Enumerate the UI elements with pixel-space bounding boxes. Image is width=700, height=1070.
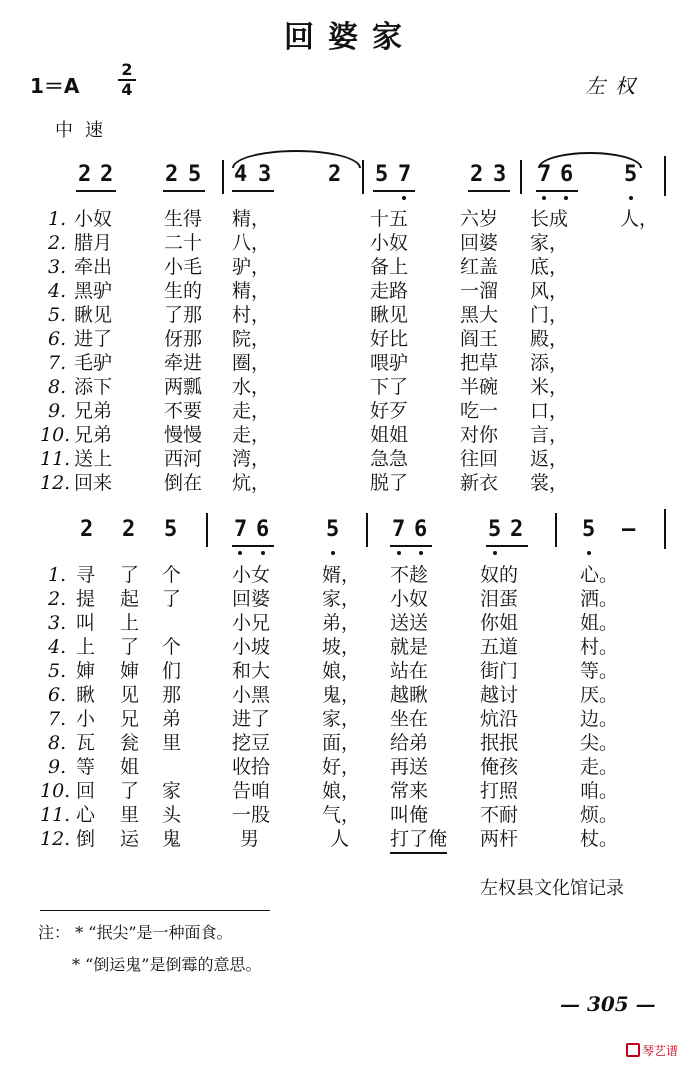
footnote-2 [72,952,261,975]
underline [486,545,528,547]
lyric: 小兄 [232,612,271,634]
lyric: 尖。 [580,732,619,754]
lyric: 弟 [162,708,182,730]
verse-number: 10. [40,424,71,446]
lyric: 打了俺 [390,826,447,854]
lyric: 了 [162,588,182,610]
lyric: 姐姐 [370,424,409,446]
lyric: 送上 [74,448,113,470]
verse-number: 10. [40,780,71,802]
lyric: 村。 [580,636,619,658]
barline [555,513,557,547]
lyric: 挖豆 [232,732,271,754]
lyric: 风， [530,280,569,302]
verse-number: 9. [48,400,67,422]
time-signature [118,62,136,98]
verse-number: 3. [48,256,67,278]
lyric: 咱。 [580,780,619,802]
lyric: 兄弟 [74,400,113,422]
lyric: 洒。 [580,588,619,610]
lyric: 喂驴 [370,352,409,374]
lyric: 两瓢 [164,376,203,398]
barline [520,160,522,194]
lyric: 殿， [530,328,569,350]
lyric: 奴的 [480,564,519,586]
note: 5 [582,517,596,542]
meter-top: 2 [121,60,133,79]
barline [222,160,224,194]
lyric: 西河 [164,448,203,470]
lyric: 越瞅 [390,684,429,706]
lyric: 生的 [164,280,203,302]
lyric: 黑驴 [74,280,113,302]
underline [536,190,578,192]
note: 6 [414,517,428,542]
lyric: 头 [162,804,182,826]
lyric: 备上 [370,256,409,278]
verse-number: 2. [48,232,67,254]
lyric: 了 [120,636,140,658]
lyric: 不趁 [390,564,429,586]
lyric: 门， [530,304,569,326]
note: 2 [328,162,342,187]
footnote-divider [40,910,270,911]
lyric: 回 [76,780,96,802]
slur [232,150,361,168]
lyric: 五道 [480,636,519,658]
lyric: 腊月 [74,232,113,254]
low-octave-dot [331,551,335,555]
lyric: 十五 [370,208,409,230]
lyric: 毛驴 [74,352,113,374]
note: 2 [78,162,92,187]
lyric: 婶 [76,660,96,682]
note: 2 [470,162,484,187]
low-octave-dot [493,551,497,555]
lyric: 吃一 [460,400,499,422]
lyric: 越讨 [480,684,519,706]
lyric: 红盖 [460,256,499,278]
note: 5 [488,517,502,542]
lyric: 抿抿 [480,732,519,754]
lyric: 倒在 [164,472,203,494]
note: 5 [164,517,178,542]
lyric: 瞅见 [74,304,113,326]
lyric: 小女 [232,564,271,586]
note: 6 [256,517,270,542]
verse-number: 8. [48,732,67,754]
lyric: 驴， [232,256,271,278]
lyric: 炕沿 [480,708,519,730]
watermark-text: 琴艺谱 [642,1044,679,1058]
lyric: 个 [162,636,182,658]
lyric: 半碗 [460,376,499,398]
verses-block-1 [0,206,700,496]
note: 5 [624,162,638,187]
lyric: 村， [232,304,271,326]
note: 3 [258,162,272,187]
lyric: 家， [322,708,361,730]
low-octave-dot [397,551,401,555]
lyric: 炕， [232,472,271,494]
underline [390,545,432,547]
low-octave-dot [564,196,568,200]
lyric: 上 [76,636,96,658]
barline [664,156,666,196]
verse-number: 5. [48,660,67,682]
lyric: 送送 [390,612,429,634]
lyric: 黑大 [460,304,499,326]
lyric: 你姐 [480,612,519,634]
key-signature: 1＝A [30,74,80,98]
lyric: 弟， [322,612,361,634]
lyric: 家， [530,232,569,254]
lyric: 走路 [370,280,409,302]
lyric: 精， [232,208,271,230]
lyric: 婿， [322,564,361,586]
lyric: 瓦 [76,732,96,754]
note: 7 [538,162,552,187]
note: 5 [375,162,389,187]
transcription-credit: 左权县文化馆记录 [480,878,624,899]
lyric: 那 [162,684,182,706]
lyric: 新衣 [460,472,499,494]
lyric: 小毛 [164,256,203,278]
lyric: 给弟 [390,732,429,754]
lyric: 回婆 [232,588,271,610]
verse-number: 7. [48,352,67,374]
underline [76,190,116,192]
lyric: 里 [120,804,140,826]
lyric: 小奴 [370,232,409,254]
lyric: 等。 [580,660,619,682]
lyric: 兄弟 [74,424,113,446]
lyric: 院， [232,328,271,350]
note: 3 [493,162,507,187]
verse-number: 7. [48,708,67,730]
notes-label: 注： [38,923,71,942]
lyric: 好， [322,756,361,778]
lyric: 杖。 [580,828,619,850]
lyric: 运 [120,828,140,850]
note: 5 [326,517,340,542]
lyric: 不耐 [480,804,519,826]
lyric: 小 [76,708,96,730]
lyric: 叫 [76,612,96,634]
verse-number: 3. [48,612,67,634]
lyric: 兄 [120,708,140,730]
lyric: 不要 [164,400,203,422]
barline [206,513,208,547]
lyric: 圈， [232,352,271,374]
verse-number: 4. [48,636,67,658]
underline [373,190,415,192]
lyric: 走， [232,400,271,422]
verse-number: 9. [48,756,67,778]
lyric: 返， [530,448,569,470]
lyric: 米， [530,376,569,398]
note: 5 [188,162,202,187]
lyric: 水， [232,376,271,398]
note: 2 [122,517,136,542]
underline [163,190,205,192]
lyric: 边。 [580,708,619,730]
lyric: 走， [232,424,271,446]
lyric: 牵进 [164,352,203,374]
underline [232,190,274,192]
lyric: 下了 [370,376,409,398]
lyric: 言， [530,424,569,446]
lyric: 走。 [580,756,619,778]
lyric: 站在 [390,660,429,682]
lyric: 添下 [74,376,113,398]
barline [664,509,666,549]
lyric: 小坡 [232,636,271,658]
verse-number: 4. [48,280,67,302]
lyric: 婶 [120,660,140,682]
lyric: 鬼 [162,828,182,850]
lyric: 添， [530,352,569,374]
lyric: 两杆 [480,828,519,850]
lyric: 了 [120,780,140,802]
lyric: 打照 [480,780,519,802]
note: 7 [392,517,406,542]
lyric: 人 [330,828,350,850]
lyric: 人， [620,208,659,230]
lyric: 面， [322,732,361,754]
staff-2 [0,505,700,563]
underline [468,190,510,192]
verse-number: 11. [40,804,71,826]
lyric: 心。 [580,564,619,586]
lyric: 瓮 [120,732,140,754]
lyric: 一股 [232,804,271,826]
lyric: 坐在 [390,708,429,730]
note: 2 [100,162,114,187]
lyric: 个 [162,564,182,586]
lyric: 家 [162,780,182,802]
lyric: 急急 [370,448,409,470]
lyric: 们 [162,660,182,682]
lyric: 起 [120,588,140,610]
page-number: — 305 — [560,992,656,1016]
lyric: 对你 [460,424,499,446]
lyric: 气， [322,804,361,826]
verse-number: 12. [40,472,71,494]
lyric: 好比 [370,328,409,350]
low-octave-dot [261,551,265,555]
lyric: 姐 [120,756,140,778]
low-octave-dot [238,551,242,555]
low-octave-dot [542,196,546,200]
lyric: 小奴 [390,588,429,610]
lyric: 上 [120,612,140,634]
lyric: 厌。 [580,684,619,706]
lyric: 收拾 [232,756,271,778]
lyric: 湾， [232,448,271,470]
underline [232,545,274,547]
low-octave-dot [629,196,633,200]
barline [362,160,364,194]
lyric: 泪蛋 [480,588,519,610]
lyric: 生得 [164,208,203,230]
verse-number: 12. [40,828,71,850]
note-dash: — [622,517,636,542]
low-octave-dot [587,551,591,555]
lyric: 一溜 [460,280,499,302]
verse-number: 1. [48,208,67,230]
tempo-marking: 中速 [55,120,115,141]
verse-number: 1. [48,564,67,586]
lyric: 把草 [460,352,499,374]
lyric: 常来 [390,780,429,802]
verse-number: 11. [40,448,71,470]
note: 6 [560,162,574,187]
footnote-1 [38,920,233,943]
asterisk-icon: * [72,955,86,974]
lyric: 娘， [322,780,361,802]
verse-number: 2. [48,588,67,610]
lyric: 见 [120,684,140,706]
lyric: 和大 [232,660,271,682]
lyric: 提 [76,588,96,610]
lyric: 八， [232,232,271,254]
lyric: 了那 [164,304,203,326]
lyric: 男 [240,828,260,850]
lyric: 小奴 [74,208,113,230]
verse-number: 5. [48,304,67,326]
lyric: 慢慢 [164,424,203,446]
lyric: 六岁 [460,208,499,230]
lyric: 街门 [480,660,519,682]
lyric: 回婆 [460,232,499,254]
lyric: 进了 [74,328,113,350]
footnote-text: “倒运鬼”是倒霉的意思。 [85,955,262,974]
verses-block-2 [0,562,700,852]
note: 4 [234,162,248,187]
lyric: 就是 [390,636,429,658]
note: 2 [510,517,524,542]
lyric: 进了 [232,708,271,730]
lyric: 二十 [164,232,203,254]
lyric: 长成 [530,208,569,230]
note: 2 [80,517,94,542]
lyric: 瞅 [76,684,96,706]
note: 2 [165,162,179,187]
lyric: 心 [76,804,96,826]
lyric: 了 [120,564,140,586]
lyric: 好歹 [370,400,409,422]
verse-number: 6. [48,684,67,706]
lyric: 姐。 [580,612,619,634]
verse-number: 8. [48,376,67,398]
lyric: 往回 [460,448,499,470]
lyric: 瞅见 [370,304,409,326]
asterisk-icon: * [70,923,89,942]
region-label: 左权 [585,74,645,98]
lyric: 裳， [530,472,569,494]
page-title: 回婆家 [284,20,416,55]
lyric: 小黑 [232,684,271,706]
lyric: 叫俺 [390,804,429,826]
lyric: 牵出 [74,256,113,278]
lyric: 娘， [322,660,361,682]
lyric: 伢那 [164,328,203,350]
note: 7 [398,162,412,187]
lyric: 里 [162,732,182,754]
note: 7 [234,517,248,542]
watermark-logo [626,1042,678,1059]
lyric: 精， [232,280,271,302]
footnote-text: “抿尖”是一种面食。 [88,923,233,942]
lyric: 底， [530,256,569,278]
meter-bottom: 4 [121,80,133,99]
lyric: 俺孩 [480,756,519,778]
lyric: 倒 [76,828,96,850]
verse-number: 6. [48,328,67,350]
lyric: 坡， [322,636,361,658]
lyric: 等 [76,756,96,778]
low-octave-dot [419,551,423,555]
lyric: 再送 [390,756,429,778]
lyric: 口， [530,400,569,422]
lyric: 寻 [76,564,96,586]
low-octave-dot [402,196,406,200]
barline [366,513,368,547]
lyric: 告咱 [232,780,271,802]
staff-1 [0,150,700,210]
lyric: 脱了 [370,472,409,494]
lyric: 回来 [74,472,113,494]
lyric: 家， [322,588,361,610]
lyric: 鬼， [322,684,361,706]
lyric: 阎王 [460,328,499,350]
lyric: 烦。 [580,804,619,826]
logo-mark-icon [626,1043,640,1057]
